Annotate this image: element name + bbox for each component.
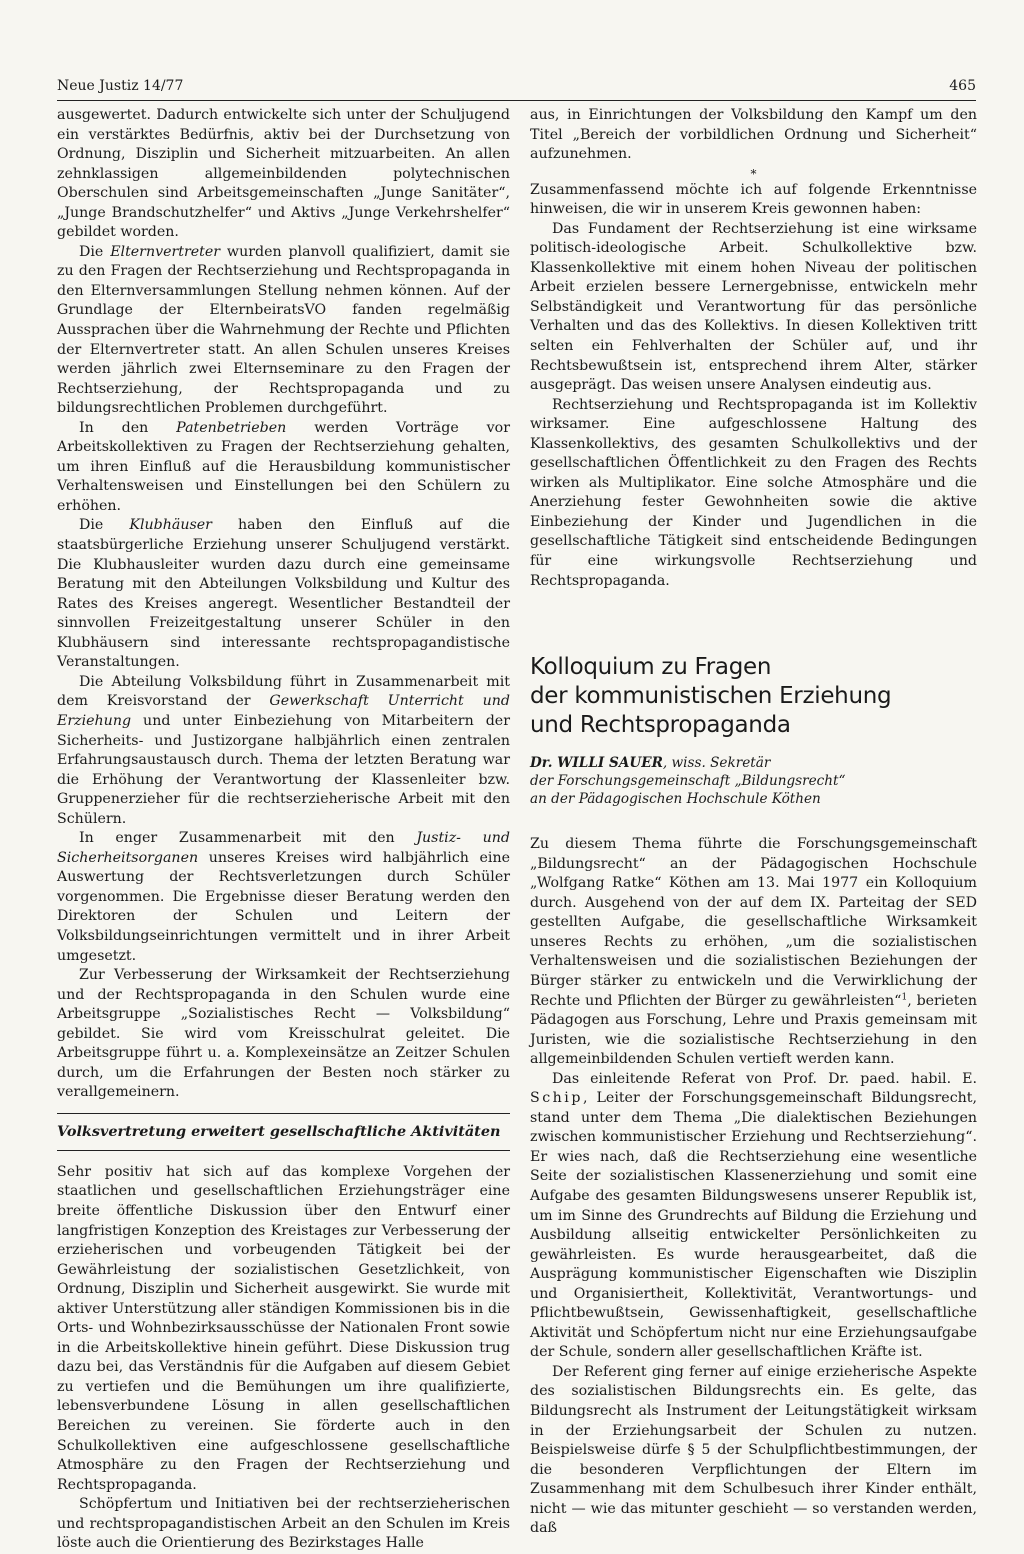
article-title: Kolloquium zu Fragen der kommunistischen Erziehung und Rechtspropaganda	[530, 654, 892, 739]
section-rule-bottom	[57, 1150, 510, 1151]
paragraph: Das Fundament der Rechtserziehung ist eine wirksame politisch-ideologische Arbeit. Schulkollektive bzw. Klassenkollektive mit einem hohen Niveau der politischen Arbeit erzielen bessere Lernergebnisse, entwickeln mehr Selbständigkeit und Verantwortung für das persönliche Verhalten und das des Kollektivs. In diesen Kollektiven tritt selten ein Fehlverhalten der Schüler auf, und ihr Rechtsbewußtsein ist, entsprechend ihrem Alter, stärker ausgeprägt. Das weisen unsere Analysen eindeutig aus.	[530, 220, 977, 394]
paragraph: Zu diesem Thema führte die Forschungsgemeinschaft „Bildungsrecht“ an der Pädagogischen Hochschule „Wolfgang Ratke“ Köthen am 13. Mai 1977 ein Kolloquium durch. Ausgehend von der auf dem IX. Parteitag der SED gestellten Aufgabe, die gesellschaftliche Wirksamkeit unseres Rechts zu erhöhen, „um die sozialistischen Verhaltensweisen und die sozialistischen Beziehungen der Bürger stärker zu entwickeln und die Verwirklichung der Rechte und Pflichten der Bürger zu gewährleisten“$^1$, berieten Pädagogen aus Forschung, Lehre und Praxis gemeinsam mit Juristen, wie die sozialistische Rechtserziehung in den allgemeinbildenden Schulen vertieft werden kann.	[530, 836, 977, 1068]
footnote-ref: 1	[901, 991, 908, 1002]
paragraph: Zusammenfassend möchte ich auf folgende Erkenntnisse hinweisen, die wir in unserem Kreis gewonnen haben:	[530, 181, 977, 218]
section-rule-top	[57, 1113, 510, 1114]
paragraph: aus, in Einrichtungen der Volksbildung den Kampf um den Titel „Bereich der vorbildlichen Ordnung und Sicherheit“ aufzunehmen.	[530, 107, 977, 163]
paragraph: Die Abteilung Volksbildung führt in Zusammenarbeit mit dem Kreisvorstand der Gewerkschaft Unterricht und Erziehung und unter Einbeziehung von Mitarbeitern der Sicherheits- und Justizorgane halbjährlich einen zentralen Erfahrungsaustausch durch. Thema der letzten Beratung war die Erhöhung der Verantwortung der Klassenleiter bzw. Gruppenerzieher für die rechtserzieherische Arbeit mit den Schülern.	[57, 673, 510, 827]
paragraph: Das einleitende Referat von Prof. Dr. paed. habil. E. Schip, Leiter der Forschungsgemeinschaft Bildungsrecht, stand unter dem Thema „Die dialektischen Beziehungen zwischen kommunistischer Erziehung und Rechtserziehung“. Er wies nach, daß die Rechtserziehung eine wesentliche Seite der sozialistischen Klassenerziehung und somit eine Aufgabe des gesamten Bildungswesens unserer Republik ist, um im Sinne des Grundrechts auf Bildung die Erziehung und Ausbildung allseitig entwickelter Persönlichkeiten zu gewährleisten. Es wurde herausgearbeitet, daß die Ausprägung kommunistischer Eigenschaften wie Disziplin und Organisiertheit, Kollektivität, Verantwortungs- und Pflichtbewußtsein, Gewissenhaftigkeit, gesellschaftliche Aktivität und Schöpfertum nicht nur eine Erziehungsaufgabe der Schule, sondern aller gesellschaftlichen Kräfte ist.	[530, 1070, 977, 1361]
page-number: 465	[949, 78, 976, 94]
paragraph: Rechtserziehung und Rechtspropaganda ist im Kollektiv wirksamer. Eine aufgeschlossene Haltung des Klassenkollektivs, des gesamten Schulkollektivs und der gesellschaftlichen Öffentlichkeit zu den Fragen des Rechts wirken als Multiplikator. Eine solche Atmosphäre und die Anerziehung fester Gewohnheiten sowie die aktive Einbeziehung der Kinder und Jugendlichen in die gesellschaftliche Tätigkeit sind entscheidende Bedingungen für eine wirkungsvolle Rechtserziehung und Rechtspropaganda.	[530, 396, 977, 589]
author-byline: Dr. WILLI SAUER, wiss. Sekretär der Forschungsgemeinschaft „Bildungsrecht“ an der Pädagogischen Hochschule Köthen	[530, 755, 846, 808]
paragraph: In enger Zusammenarbeit mit den Justiz- und Sicherheitsorganen unseres Kreises wird halbjährlich eine Auswertung der Rechtsverletzungen durch Schüler vorgenommen. Die Ergebnisse dieser Beratung werden den Direktoren der Schulen und Leitern der Volksbildungseinrichtungen vermittelt und in ihrer Arbeit umgesetzt.	[57, 830, 510, 964]
emphasis: Patenbetrieben	[176, 419, 287, 436]
spaced-name: Schip	[530, 1090, 583, 1107]
emphasis: Klubhäuser	[129, 517, 212, 534]
paragraph: Sehr positiv hat sich auf das komplexe Vorgehen der staatlichen und gesellschaftlichen Erziehungsträger eine breite öffentliche Diskussion über den Entwurf einer langfristigen Konzeption des Kreistages zur Verbesserung der erzieherischen und vorbeugenden Tätigkeit bei der Gewährleistung der sozialistischen Gesetzlichkeit, von Ordnung, Disziplin und Sicherheit ausgewirkt. Sie wurde mit aktiver Unterstützung aller ständigen Kommissionen bis in die Orts- und Wohnbezirksausschüsse der Nationalen Front sowie in die Arbeitskollektive hinein geführt. Diese Diskussion trug dazu bei, das Verständnis für die Aufgaben auf diesem Gebiet zu vertiefen und die Bemühungen um ihre qualifizierte, lebensverbundene Lösung in allen gesellschaftlichen Bereichen zu vereinen. Sie förderte auch in den Schulkollektiven eine aufgeschlossene gesellschaftliche Atmosphäre zu den Fragen der Rechtserziehung und Rechtspropaganda.	[57, 1163, 510, 1493]
emphasis: Justiz- und Sicherheitsorganen	[57, 830, 510, 866]
paragraph: In den Patenbetrieben werden Vorträge vor Arbeitskollektiven zu Fragen der Rechtserziehung gehalten, um ihren Einfluß auf die Herausbildung kommunistischer Verhaltensweisen und Einstellungen bei den Schülern zu erhöhen.	[57, 419, 510, 514]
paragraph: Der Referent ging ferner auf einige erzieherische Aspekte des sozialistischen Bildungsrechts ein. Es gelte, das Bildungsrecht als Instrument der Leitungstätigkeit wirksam in der Erziehungsarbeit der Schulen zu nutzen. Beispielsweise dürfe § 5 der Schulpflichtbestimmungen, der die besonderen Verpflichtungen der Eltern im Zusammenhang mit dem Schulbesuch ihrer Kinder enthält, nicht — wie das mitunter geschieht — so verstanden werden, daß	[530, 1363, 977, 1537]
page-header	[57, 78, 976, 101]
emphasis: Elternvertreter	[110, 243, 221, 260]
paragraph: Die Klubhäuser haben den Einfluß auf die staatsbürgerliche Erziehung unserer Schuljugend verstärkt. Die Klubhausleiter wurden dazu durch eine gemeinsame Beratung mit den Abteilungen Volksbildung und Kultur des Rates des Kreises angeregt. Wesentlicher Bestandteil der sinnvollen Freizeitgestaltung unserer Schüler in den Klubhäusern sind interessante rechtspropagandistische Veranstaltungen.	[57, 517, 510, 671]
section-separator: *	[750, 166, 757, 181]
emphasis: Gewerkschaft Unterricht und Erziehung	[57, 693, 510, 729]
paragraph: Schöpfertum und Initiativen bei der rechtserzieherischen und rechtspropagandistischen Arbeit an den Schulen im Kreis löste auch die Orientierung des Bezirkstages Halle	[57, 1496, 510, 1552]
journal-issue: Neue Justiz 14/77	[57, 78, 184, 94]
author-name: Dr. WILLI SAUER	[530, 755, 663, 772]
paragraph: ausgewertet. Dadurch entwickelte sich unter der Schuljugend ein verstärktes Bedürfnis, aktiv bei der Durchsetzung von Ordnung, Disziplin und Sicherheit mitzuarbeiten. An allen zehnklassigen allgemeinbildenden polytechnischen Oberschulen sind Arbeitsgemeinschaften „Junge Sanitäter“, „Junge Brandschutzhelfer“ und Aktivs „Junge Verkehrshelfer“ gebildet worden.	[57, 107, 510, 241]
paragraph: Die Elternvertreter wurden planvoll qualifiziert, damit sie zu den Fragen der Rechtserziehung und Rechtspropaganda in den Elternversammlungen Stellung nehmen können. Auf der Grundlage der ElternbeiratsVO fanden regelmäßig Aussprachen über die Wahrnehmung der Rechte und Pflichten der Elternvertreter statt. An allen Schulen unseres Kreises werden jährlich zwei Elternseminare zu den Fragen der Rechtserziehung, der Rechtspropaganda und zu bildungsrechtlichen Problemen durchgeführt.	[57, 243, 510, 417]
left-column	[57, 106, 510, 1554]
right-column	[530, 106, 977, 1539]
section-heading: Volksvertretung erweitert gesellschaftliche Aktivitäten	[57, 1122, 501, 1140]
paragraph: Zur Verbesserung der Wirksamkeit der Rechtserziehung und der Rechtspropaganda in den Schulen wurde eine Arbeitsgruppe „Sozialistisches Recht — Volksbildung“ gebildet. Sie wird vom Kreisschulrat geleitet. Die Arbeitsgruppe führt u. a. Komplexeinsätze an Zeitzer Schulen durch, um die Erfahrungen der Besten noch stärker zu verallgemeinern.	[57, 967, 510, 1101]
